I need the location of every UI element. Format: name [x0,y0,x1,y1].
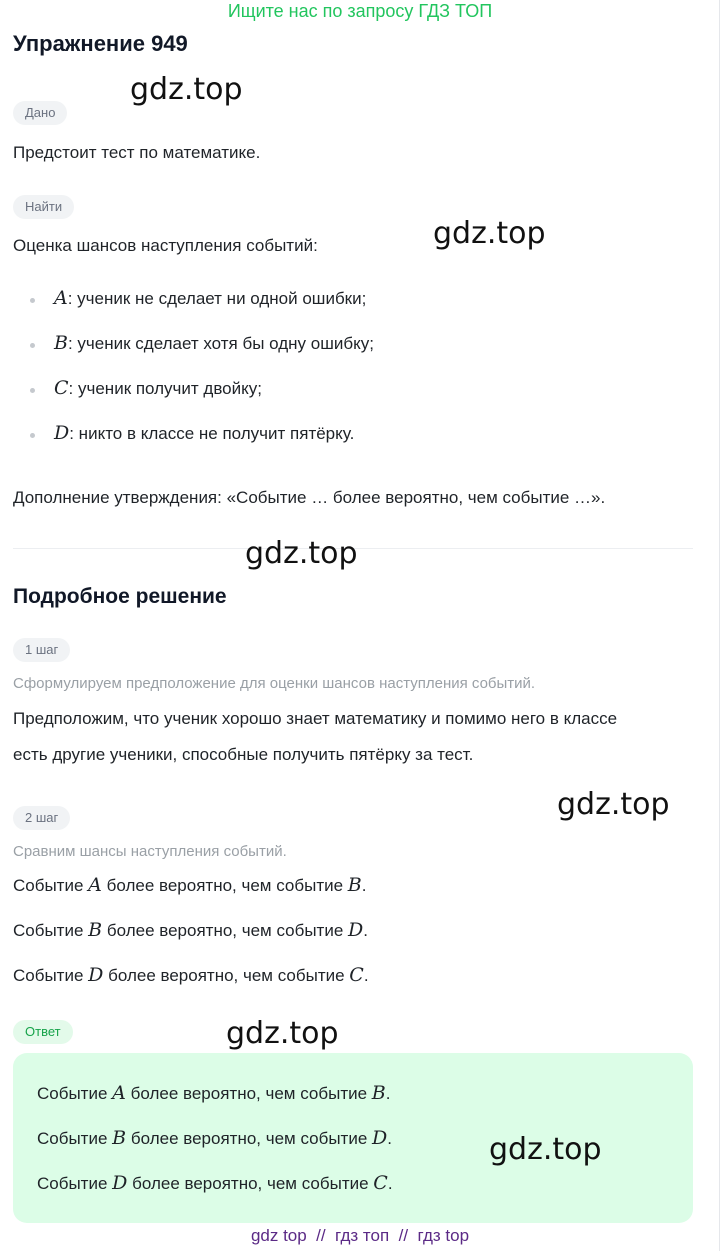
phrase-start: Событие [13,921,84,940]
phrase-mid: более вероятно, чем событие [108,966,345,985]
completion-text: Дополнение утверждения: «Событие … более вероятно, чем событие …». [13,488,606,507]
find-badge: Найти [13,195,74,219]
answer-badge: Ответ [13,1020,73,1044]
footer-links[interactable]: gdz top // гдз топ // гдз top [250,1226,470,1245]
watermark: gdz.top [557,787,670,822]
search-banner: Ищите нас по запросу ГДЗ ТОП [227,1,493,21]
phrase-mid: более вероятно, чем событие [106,921,344,940]
watermark: gdz.top [245,536,358,571]
list-item [54,377,262,400]
step2-hint: Сравним шансы наступления событий. [13,843,287,860]
event-variable: B [54,332,68,354]
watermark: gdz.top [226,1016,339,1051]
phrase-start: Событие [37,1084,108,1103]
bullet [30,388,35,393]
bullet [30,343,35,348]
answer-line: Событие D более вероятно, чем событие C. [37,1172,393,1194]
event-variable: B [347,874,362,896]
comparison-line: Событие B более вероятно, чем событие D. [13,919,368,941]
exercise-title: Упражнение 949 [13,31,188,56]
step1-badge: 1 шаг [13,638,70,662]
step1-line2: есть другие ученики, способные получить пятёрку за тест. [13,745,474,764]
event-variable: A [54,287,68,309]
event-variable: A [88,874,102,896]
solution-heading: Подробное решение [13,585,227,608]
event-variable: D [372,1127,388,1149]
list-item [54,332,374,355]
find-text: Оценка шансов наступления событий: [13,236,318,255]
phrase-mid: более вероятно, чем событие [130,1084,368,1103]
event-variable: B [112,1127,127,1149]
answer-line: Событие A более вероятно, чем событие B. [37,1082,391,1104]
event-variable: B [88,919,103,941]
step2-badge: 2 шаг [13,806,70,830]
bullet [30,298,35,303]
given-badge: Дано [13,101,67,125]
event-variable: C [373,1172,388,1194]
event-variable: D [54,422,70,444]
bullet [30,433,35,438]
step1-line1: Предположим, что ученик хорошо знает математику и помимо него в классе [13,709,618,728]
phrase-mid: более вероятно, чем событие [106,876,344,895]
event-variable: B [371,1082,386,1104]
list-item [54,287,366,310]
step1-hint: Сформулируем предположение для оценки шансов наступления событий. [13,675,536,692]
comparison-line: Событие D более вероятно, чем событие C. [13,964,369,986]
event-description: : ученик не сделает ни одной ошибки; [67,289,367,308]
phrase-start: Событие [13,876,84,895]
event-variable: C [349,964,364,986]
event-variable: A [112,1082,126,1104]
watermark: gdz.top [433,216,546,251]
comparison-line: Событие A более вероятно, чем событие B. [13,874,367,896]
event-description: : ученик сделает хотя бы одну ошибку; [67,334,374,353]
watermark: gdz.top [130,72,243,107]
event-description: : никто в классе не получит пятёрку. [69,424,355,443]
phrase-start: Событие [37,1174,108,1193]
event-variable: C [54,377,69,399]
event-variable: D [348,919,364,941]
list-item [54,422,354,445]
phrase-start: Событие [13,966,84,985]
event-variable: D [112,1172,128,1194]
phrase-mid: более вероятно, чем событие [130,1129,368,1148]
phrase-mid: более вероятно, чем событие [132,1174,369,1193]
phrase-start: Событие [37,1129,108,1148]
answer-line: Событие B более вероятно, чем событие D. [37,1127,392,1149]
given-text: Предстоит тест по математике. [13,143,261,162]
event-description: : ученик получит двойку; [68,379,262,398]
watermark: gdz.top [489,1132,602,1167]
event-variable: D [88,964,104,986]
